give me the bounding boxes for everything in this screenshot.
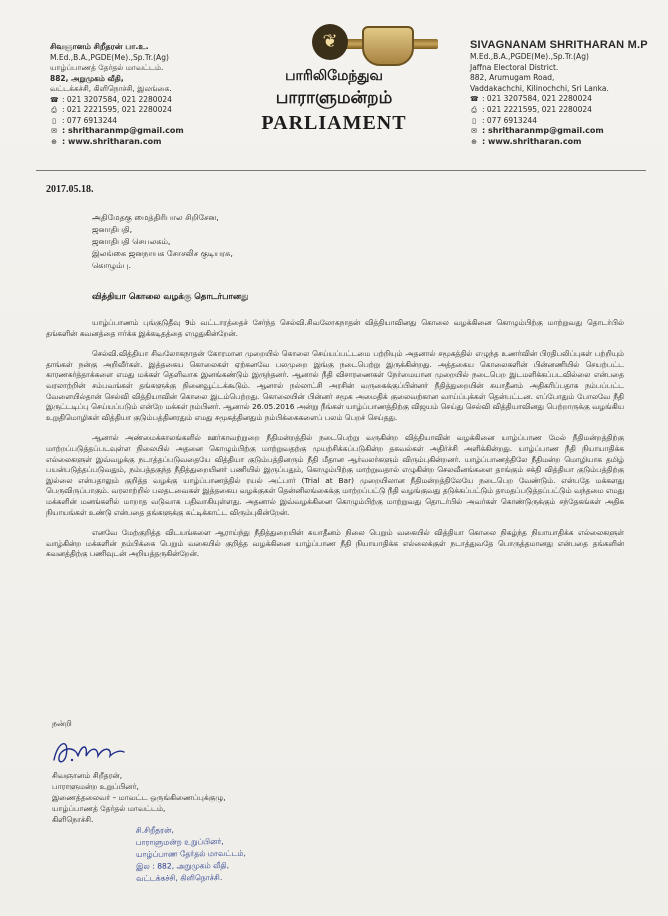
mp-name-tamil: சிவஞானம் சிறீதரன் பா.உ. bbox=[50, 42, 149, 51]
mobile-icon: ▯ bbox=[52, 116, 56, 125]
left-fax-text: : 021 2221595, 021 2280024 bbox=[62, 105, 172, 114]
stamp-line: யாழ்ப்பாண தேர்தல் மாவட்டம், bbox=[135, 848, 246, 859]
recipient-address bbox=[92, 212, 233, 272]
left-web-text: : www.shritharan.com bbox=[62, 136, 162, 146]
handwritten-signature bbox=[48, 734, 128, 768]
left-head-line: 882, அறுமுகம் வீதி, bbox=[50, 73, 124, 83]
recipient-line: கொழும்பு. bbox=[92, 261, 132, 270]
left-letterhead bbox=[50, 42, 240, 147]
parliament-tamil-title: பாராளுமன்றம் bbox=[275, 88, 393, 108]
closing-text: நன்றி bbox=[52, 719, 72, 728]
right-head-line: Jaffna Electoral District. bbox=[470, 62, 559, 72]
signatory-name: சிவஞானம் சிறீதரன், bbox=[52, 771, 123, 780]
right-phone-row bbox=[470, 94, 660, 105]
right-email-row bbox=[470, 126, 660, 137]
letter-date: 2017.05.18. bbox=[46, 184, 94, 195]
right-fax-row bbox=[470, 105, 660, 116]
mace-head-icon bbox=[362, 26, 414, 66]
signatory-line: இணைத்தலைவர் – மாவட்ட ஒருங்கிணைப்புக்குழு, bbox=[52, 793, 226, 802]
signatory-line: யாழ்ப்பாணத் தேர்தல் மாவட்டம், bbox=[52, 804, 166, 813]
parliament-english-title: PARLIAMENT bbox=[261, 112, 407, 134]
signatory-line: பாராளுமன்ற உறுப்பினர், bbox=[52, 782, 139, 791]
left-phone-text: : 021 3207584, 021 2280024 bbox=[62, 94, 172, 104]
recipient-line: இலங்கை ஜனநாயக சோசலிச குடியரசு, bbox=[92, 249, 233, 258]
right-mobile-row bbox=[470, 116, 660, 127]
left-head-line: வட்டக்கச்சி, கிளிநொச்சி, இலங்கை. bbox=[50, 84, 172, 93]
letter-body bbox=[46, 318, 624, 570]
right-mobile-text: : 077 6913244 bbox=[482, 115, 538, 125]
right-letterhead bbox=[470, 38, 660, 147]
web-icon: ⊕ bbox=[471, 137, 477, 146]
phone-icon: ☎ bbox=[470, 95, 479, 104]
recipient-line: ஜனாதிபதி செயலகம், bbox=[92, 237, 171, 246]
parliament-emblem bbox=[236, 24, 432, 64]
recipient-line: ஜனாதிபதி, bbox=[92, 225, 133, 234]
fax-icon: ⎙ bbox=[471, 105, 477, 114]
right-head-line: Vaddakachchi, Kilinochchi, Sri Lanka. bbox=[470, 83, 609, 93]
stamp-line: பாராளுமன்ற உறுப்பினர், bbox=[135, 836, 224, 847]
fax-icon: ⎙ bbox=[51, 106, 57, 114]
official-stamp bbox=[136, 823, 305, 885]
right-head-line: 882, Arumugam Road, bbox=[470, 73, 555, 83]
right-phone-text: : 021 3207584, 021 2280024 bbox=[482, 94, 592, 104]
left-mobile-row bbox=[50, 116, 240, 127]
phone-icon: ☎ bbox=[50, 95, 59, 104]
stamp-line: சி.சிறீதரன், bbox=[135, 825, 174, 835]
left-email-row bbox=[50, 126, 240, 137]
left-head-line: M.Ed.,B.A.,PGDE(Me).,Sp.Tr.(Ag) bbox=[50, 52, 169, 62]
stamp-line: இல : 882, அறுமுகம் வீதி, bbox=[136, 860, 230, 871]
letter-subject: வித்தியா கொலை வழக்கு தொடர்பானது bbox=[92, 292, 249, 302]
signatory-block bbox=[52, 770, 226, 825]
mobile-icon: ▯ bbox=[472, 116, 476, 125]
left-head-line: யாழ்ப்பாணத் தேர்தல் மாவட்டம். bbox=[50, 63, 164, 72]
body-paragraph: ஆனால் அண்மைக்காலங்களில் ஊர்காவற்றுறை நீதிமன்றத்தில் நடைபெற்று வருகின்ற வித்தியாவின் வழக்கினை யாழ்ப்பாண மேல் நீதிமன்றத்திற்கு மாற்றப்படுத்தப்படவுள்ள நிலையில் அதனை கொழும்பிற்கு மாற்றுவதற்கு முயற்சிக்கப்படுகின்ற தகவல்கள் அதிர்ச்சி அளிக்கின்றது. யாழ்ப்பாண நீதி நியாயாதிக்க எல்லைகளுள் இவ்வழக்கு நடாத்தப்படுவதையே வித்தியா குடும்பத்தினரும் நீதி மீதான ஆர்வலர்களும் விரும்புகின்றனர். யாழ்ப்பாணத்திலே நீதிமன்ற மொழியாக தமிழ் பயன்படுத்தப்படுவதும், நம்பத்தகுந்த நீதித்துறையினர் பணியில் இருப்பதும், கொழும்பிற்கு மாற்றுவதால் எழுகின்ற செலவீனங்களை தாங்கும் சக்தி வித்தியா குடும்பத்திற்கு இல்லை என்பதாலும் குறித்த வழக்கு யாழ்ப்பாணத்தில் ரயல் அட்பார் (Trial at Bar) முறையிலான நீதிமன்றத்திலேயே நடைபெற வேண்டும். என்பதே மக்களது பெருவிருப்பாகும். வரலாற்றில் பலதடவைகள் இத்தகைய வழக்குகள் தென்னிலங்கைக்கு மாற்றப்பட்டு நீதி வழங்குவது தடுக்கப்பட்டும் தாமதப்படுத்தப்பட்டும் வந்தமை எமது மக்களின் மனங்களில் மாறாத வடுவாக பதிவாகியுள்ளது. அதனால் இவ்வழக்கினை கொழும்பிற்கு மாற்றுவது தொடர்பில் அவர்கள் கொண்டுருக்கும் சந்தேகங்கள் அதிக நியாயங்கள் உண்டு என்பதை தங்களுக்கு சுட்டிக்காட்ட விரும்புகின்றேன். bbox=[46, 433, 625, 517]
left-email-text: : shritharanmp@gmail.com bbox=[62, 126, 184, 135]
right-head-line: M.Ed.,B.A.,PGDE(Me).,Sp.Tr.(Ag) bbox=[470, 52, 589, 61]
parliament-emblem-block bbox=[236, 24, 432, 135]
body-paragraph: செல்வி.வித்தியா சிவலோகநாதன் கோரமான முறையில் கொலை செய்யப்பட்டமை பற்றியும் அதனால் சமூகத்தில் எழுந்த உணர்வின் பிரதிபலிப்புகள் பற்றியும் தாங்கள் நன்கு அறிவீர்கள். இத்தகைய கொலைகள் ஏற்கனவே பலமுறை இங்கு நடைபெற்று இருக்கின்றது. அத்தகைய கொலைகளின் பின்னணியில் செயற்பட்ட காரணகர்த்தாக்களை எமது மக்கள் தெளிவாக இனங்கண்டும் இருந்தனர். ஆனால் நீதி விசாரணைகள் நேர்மையான முறையில் நடைபெற இடமளிக்கப்படவில்லை என்பதை வரலாற்றின் சம்பவங்கள் தங்களுக்கு நினைவூட்டக்கூடும். ஆனால் நல்லாட்சி அரசின் வருகைக்குப்பின்னர் நீதித்துறையின் சுயாதீனம் அதிகரிப்பதாக நம்பப்பட்ட வேளையில்தான் செல்வி வித்தியாவின் கொலை இடம்பெற்றது. கொலையின் பின்னர் சமூக அமைதிக் குலைவற்கான வாய்ப்புக்கள் தென்பட்டன. எப்போதும் போலவே நீதி இருட்டடிப்பு செய்யப்படும் என்றே மக்கள் நம்பினர். ஆனால் 26.05.2016 அன்று நீங்கள் யாழ்ப்பாணத்திற்கு விஜயம் செய்து செல்வி வித்தியாவினது பெற்றாருக்கு வழங்கிய உறுதிமொழிகள் வித்தியா குடும்பத்தினரதும் எமது சமூகத்தினதும் நம்பிக்கைகளைப் பலம் பெறச் செய்தது. bbox=[46, 349, 624, 422]
right-web-text: : www.shritharan.com bbox=[482, 136, 582, 146]
email-icon: ✉ bbox=[51, 127, 57, 135]
left-fax-row bbox=[50, 105, 240, 116]
left-mobile-text: : 077 6913244 bbox=[62, 115, 118, 125]
signatory-line: கிளிநொச்சி. bbox=[52, 815, 94, 824]
web-icon: ⊕ bbox=[51, 137, 57, 146]
body-paragraph: யாழ்ப்பாணம் புங்குடுதீவு 9ம் வட்டாரத்தைச் சேர்ந்த செல்வி.சிவலோகநாதன் வித்தியாவினது கொலை வழக்கினை கொழும்பிற்கு மாற்றுவது தொடர்பில் தங்களின் கவனத்தை ஈர்க்க இக்கடிதத்தை எழுதுகின்றேன். bbox=[46, 318, 624, 338]
email-icon: ✉ bbox=[471, 127, 477, 136]
right-web-row bbox=[470, 137, 660, 148]
left-web-row bbox=[50, 137, 240, 148]
parliament-sinhala-title: பாரிலிமேந்துவ bbox=[285, 68, 383, 84]
parliament-seal-icon: ❦ bbox=[312, 24, 348, 60]
header-divider bbox=[36, 170, 646, 171]
left-phone-row bbox=[50, 95, 240, 106]
recipient-line: அதிமேதகு மைத்திரிபால சிறிசேன, bbox=[92, 213, 219, 222]
stamp-line: வட்டக்கச்சி, கிளிநொச்சி. bbox=[136, 872, 223, 883]
right-fax-text: : 021 2221595, 021 2280024 bbox=[482, 104, 592, 114]
mp-name-english: SIVAGNANAM SHRITHARAN M.P bbox=[470, 39, 648, 51]
right-email-text: : shritharanmp@gmail.com bbox=[482, 126, 604, 136]
body-paragraph: எனவே மேற்குறித்த விடயங்களை ஆராய்ந்து நீதித்துறையின் சுயாதீனம் நிலை பெறும் வகையில் வித்தியா கொலை நிகழ்ந்த நியாயாதிக்க எல்லைகளுள் வாழ்கின்ற மக்களின் நம்பிக்கை பெறும் வகையில் குறித்த வழக்கினை யாழ்ப்பாண நீதி நியாயாதிக்க எல்லைக்குள் நடாத்துவதே பொருத்தமானது என்பதை தங்களின் கவனத்திற்கு பணிவுடன் அறியத்தருகின்றேன். bbox=[46, 528, 624, 559]
